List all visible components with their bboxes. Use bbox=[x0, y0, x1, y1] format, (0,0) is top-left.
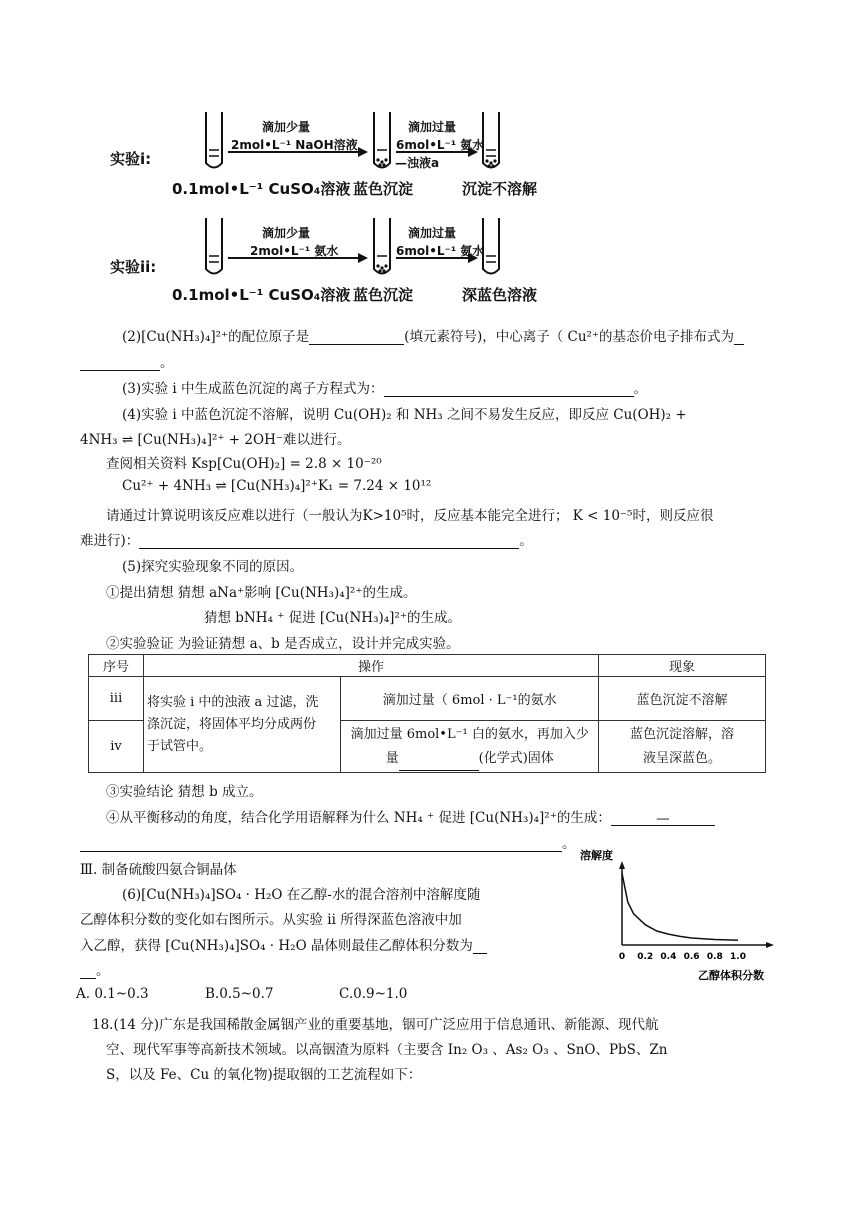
exp2-label: 实验ii: bbox=[110, 258, 157, 276]
exp2-step2-bottom: 6mol•L⁻¹ 氨水 bbox=[396, 244, 485, 258]
test-tube-2c bbox=[483, 218, 499, 274]
q18-line2: 空、现代军事等高新技术领域。以高铟渣为原料（主要含 In₂ O₃ 、As₂ O₃ 、SnO、PbS、Zn bbox=[106, 1042, 668, 1058]
section-3-title: Ⅲ. 制备硫酸四氨合铜晶体 bbox=[80, 862, 237, 878]
exp2-tube3-label: 深蓝色溶液 bbox=[462, 286, 538, 304]
exp1-step2-top: 滴加过量 bbox=[408, 120, 457, 134]
exp1-tube3-label: 沉淀不溶解 bbox=[462, 180, 538, 198]
arrow-head bbox=[358, 147, 368, 157]
test-tube-1a bbox=[206, 112, 222, 168]
exp1-step1-bottom: 2mol•L⁻¹ NaOH溶液 bbox=[231, 138, 358, 152]
series-line bbox=[622, 873, 738, 940]
q6-line2: 乙醇体积分数的变化如右图所示。从实验 ii 所得深蓝色溶液中加 bbox=[80, 912, 462, 928]
th-op: 操作 bbox=[144, 655, 599, 677]
q18-line1: 18.(14 分)广东是我国稀散金属铟产业的重要基地，铟可广泛应用于信息通讯、新能源、现代航 bbox=[92, 1017, 659, 1033]
q4-blank[interactable] bbox=[139, 534, 519, 549]
q5-title: (5)探究实验现象不同的原因。 bbox=[122, 559, 304, 575]
q18-line3: S，以及 Fe、Cu 的氧化物)提取铟的工艺流程如下： bbox=[106, 1067, 422, 1083]
experiment-table bbox=[88, 654, 766, 773]
shared-op: 将实验 i 中的浊液 a 过滤，洗 涤沉淀，将固体平均分成两份 于试管中。 bbox=[144, 677, 341, 773]
exp1-tube1-label: 0.1mol•L⁻¹ CuSO₄溶液 bbox=[172, 180, 351, 198]
q5-guess-a: ①提出猜想 猜想 aNa⁺影响 [Cu(NH₃)₄]²⁺的生成。 bbox=[106, 585, 417, 601]
y-axis-arrow bbox=[619, 861, 625, 869]
row-iv-no: iv bbox=[89, 721, 144, 773]
x-tick-label: 1.0 bbox=[730, 952, 746, 962]
row-iii-no: iii bbox=[89, 677, 144, 721]
q6-option-c[interactable]: C.0.9~1.0 bbox=[339, 986, 408, 1002]
q4-line1: (4)实验 i 中蓝色沉淀不溶解，说明 Cu(OH)₂ 和 NH₃ 之间不易发生反应，即反应 Cu(OH)₂ + bbox=[122, 407, 687, 423]
row-iv-op: 滴加过量 6mol•L⁻¹ 白的氨水，再加入少 量 (化学式)固体 bbox=[341, 721, 599, 773]
test-tube-2a bbox=[206, 218, 222, 274]
chart-ylabel: 溶解度 bbox=[580, 849, 613, 862]
exp2-step1-bottom: 2mol•L⁻¹ 氨水 bbox=[250, 244, 339, 258]
exp1-label: 实验i: bbox=[110, 150, 152, 168]
exp1-step2-bottom: 6mol•L⁻¹ 氨水 bbox=[396, 138, 485, 152]
row-iii-op: 滴加过量（ 6mol · L⁻¹的氨水 bbox=[341, 677, 599, 721]
x-axis-arrow bbox=[766, 942, 774, 948]
exp2-step2-top: 滴加过量 bbox=[408, 226, 457, 240]
exp2-tube1-label: 0.1mol•L⁻¹ CuSO₄溶液 bbox=[172, 286, 351, 304]
q2-text-a: (2)[Cu(NH₃)₄]²⁺的配位原子是 bbox=[122, 329, 310, 345]
th-result: 现象 bbox=[599, 655, 766, 677]
exp1-step1-top: 滴加少量 bbox=[262, 120, 311, 134]
q5-verify: ②实验验证 为验证猜想 a、b 是否成立，设计并完成实验。 bbox=[106, 636, 460, 652]
x-tick-label: 0.8 bbox=[706, 952, 723, 962]
exp2-tube2-label: 蓝色沉淀 bbox=[353, 286, 414, 304]
q4-line5: 请通过计算说明该反应难以进行（一般认为K>10⁵时，反应基本能完全进行； K < 10⁻⁵时，则反应很 bbox=[106, 508, 714, 524]
test-tube-1c bbox=[483, 112, 499, 168]
x-tick-label: 0.6 bbox=[683, 952, 700, 962]
exp1-tube2-label: 蓝色沉淀 bbox=[353, 180, 414, 198]
q6-blank[interactable] bbox=[80, 964, 96, 979]
row-iv-blank[interactable] bbox=[399, 756, 479, 771]
q5-guess-b: 猜想 bNH₄ ⁺ 促进 [Cu(NH₃)₄]²⁺的生成。 bbox=[204, 610, 461, 626]
q5-explain-blank[interactable]: — bbox=[611, 811, 715, 826]
test-tube-2b bbox=[374, 218, 390, 274]
q6-line1: (6)[Cu(NH₃)₄]SO₄ · H₂O 在乙醇-水的混合溶剂中溶解度随 bbox=[122, 887, 481, 903]
row-iv-result: 蓝色沉淀溶解，溶 液呈深蓝色。 bbox=[599, 721, 766, 773]
q2-line bbox=[122, 325, 744, 345]
th-no: 序号 bbox=[89, 655, 144, 677]
q6-option-b[interactable]: B.0.5~0.7 bbox=[205, 986, 274, 1002]
x-tick-label: 0 bbox=[618, 952, 626, 962]
solubility-chart bbox=[580, 845, 780, 985]
q2-blank-1[interactable] bbox=[309, 330, 404, 345]
q2-text-b: (填元素符号)，中心离子（ Cu²⁺的基态价电子排布式为 bbox=[404, 329, 735, 345]
q3-line: (3)实验 i 中生成蓝色沉淀的离子方程式为： 。 bbox=[122, 381, 648, 397]
exp1-step2-note: —浊液a bbox=[395, 156, 440, 170]
q4-k1: Cu²⁺ + 4NH₃ ⇌ [Cu(NH₃)₄]²⁺K₁ = 7.24 × 10¹² bbox=[122, 478, 432, 494]
q5-conclusion: ③实验结论 猜想 b 成立。 bbox=[106, 784, 263, 800]
q2-blank-2[interactable] bbox=[80, 356, 160, 371]
exp2-step1-top: 滴加少量 bbox=[262, 226, 311, 240]
q5-explain-blank-2[interactable] bbox=[80, 837, 562, 852]
arrow-head bbox=[358, 253, 368, 263]
q4-ksp: 查阅相关资料 Ksp[Cu(OH)₂] = 2.8 × 10⁻²⁰ bbox=[106, 456, 382, 472]
q4-line2: 4NH₃ ⇌ [Cu(NH₃)₄]²⁺ + 2OH⁻难以进行。 bbox=[80, 432, 351, 448]
chart-xlabel: 乙醇体积分数 bbox=[698, 969, 764, 982]
q3-blank[interactable] bbox=[384, 382, 634, 397]
row-iii-result: 蓝色沉淀不溶解 bbox=[599, 677, 766, 721]
q6-option-a[interactable]: A. 0.1~0.3 bbox=[76, 986, 149, 1002]
x-tick-label: 0.2 bbox=[637, 952, 654, 962]
q5-explain: ④从平衡移动的角度，结合化学用语解释为什么 NH₄ ⁺ 促进 [Cu(NH₃)₄]²⁺的生成： — bbox=[106, 806, 715, 826]
x-tick-label: 0.4 bbox=[660, 952, 677, 962]
test-tube-1b bbox=[374, 112, 390, 168]
